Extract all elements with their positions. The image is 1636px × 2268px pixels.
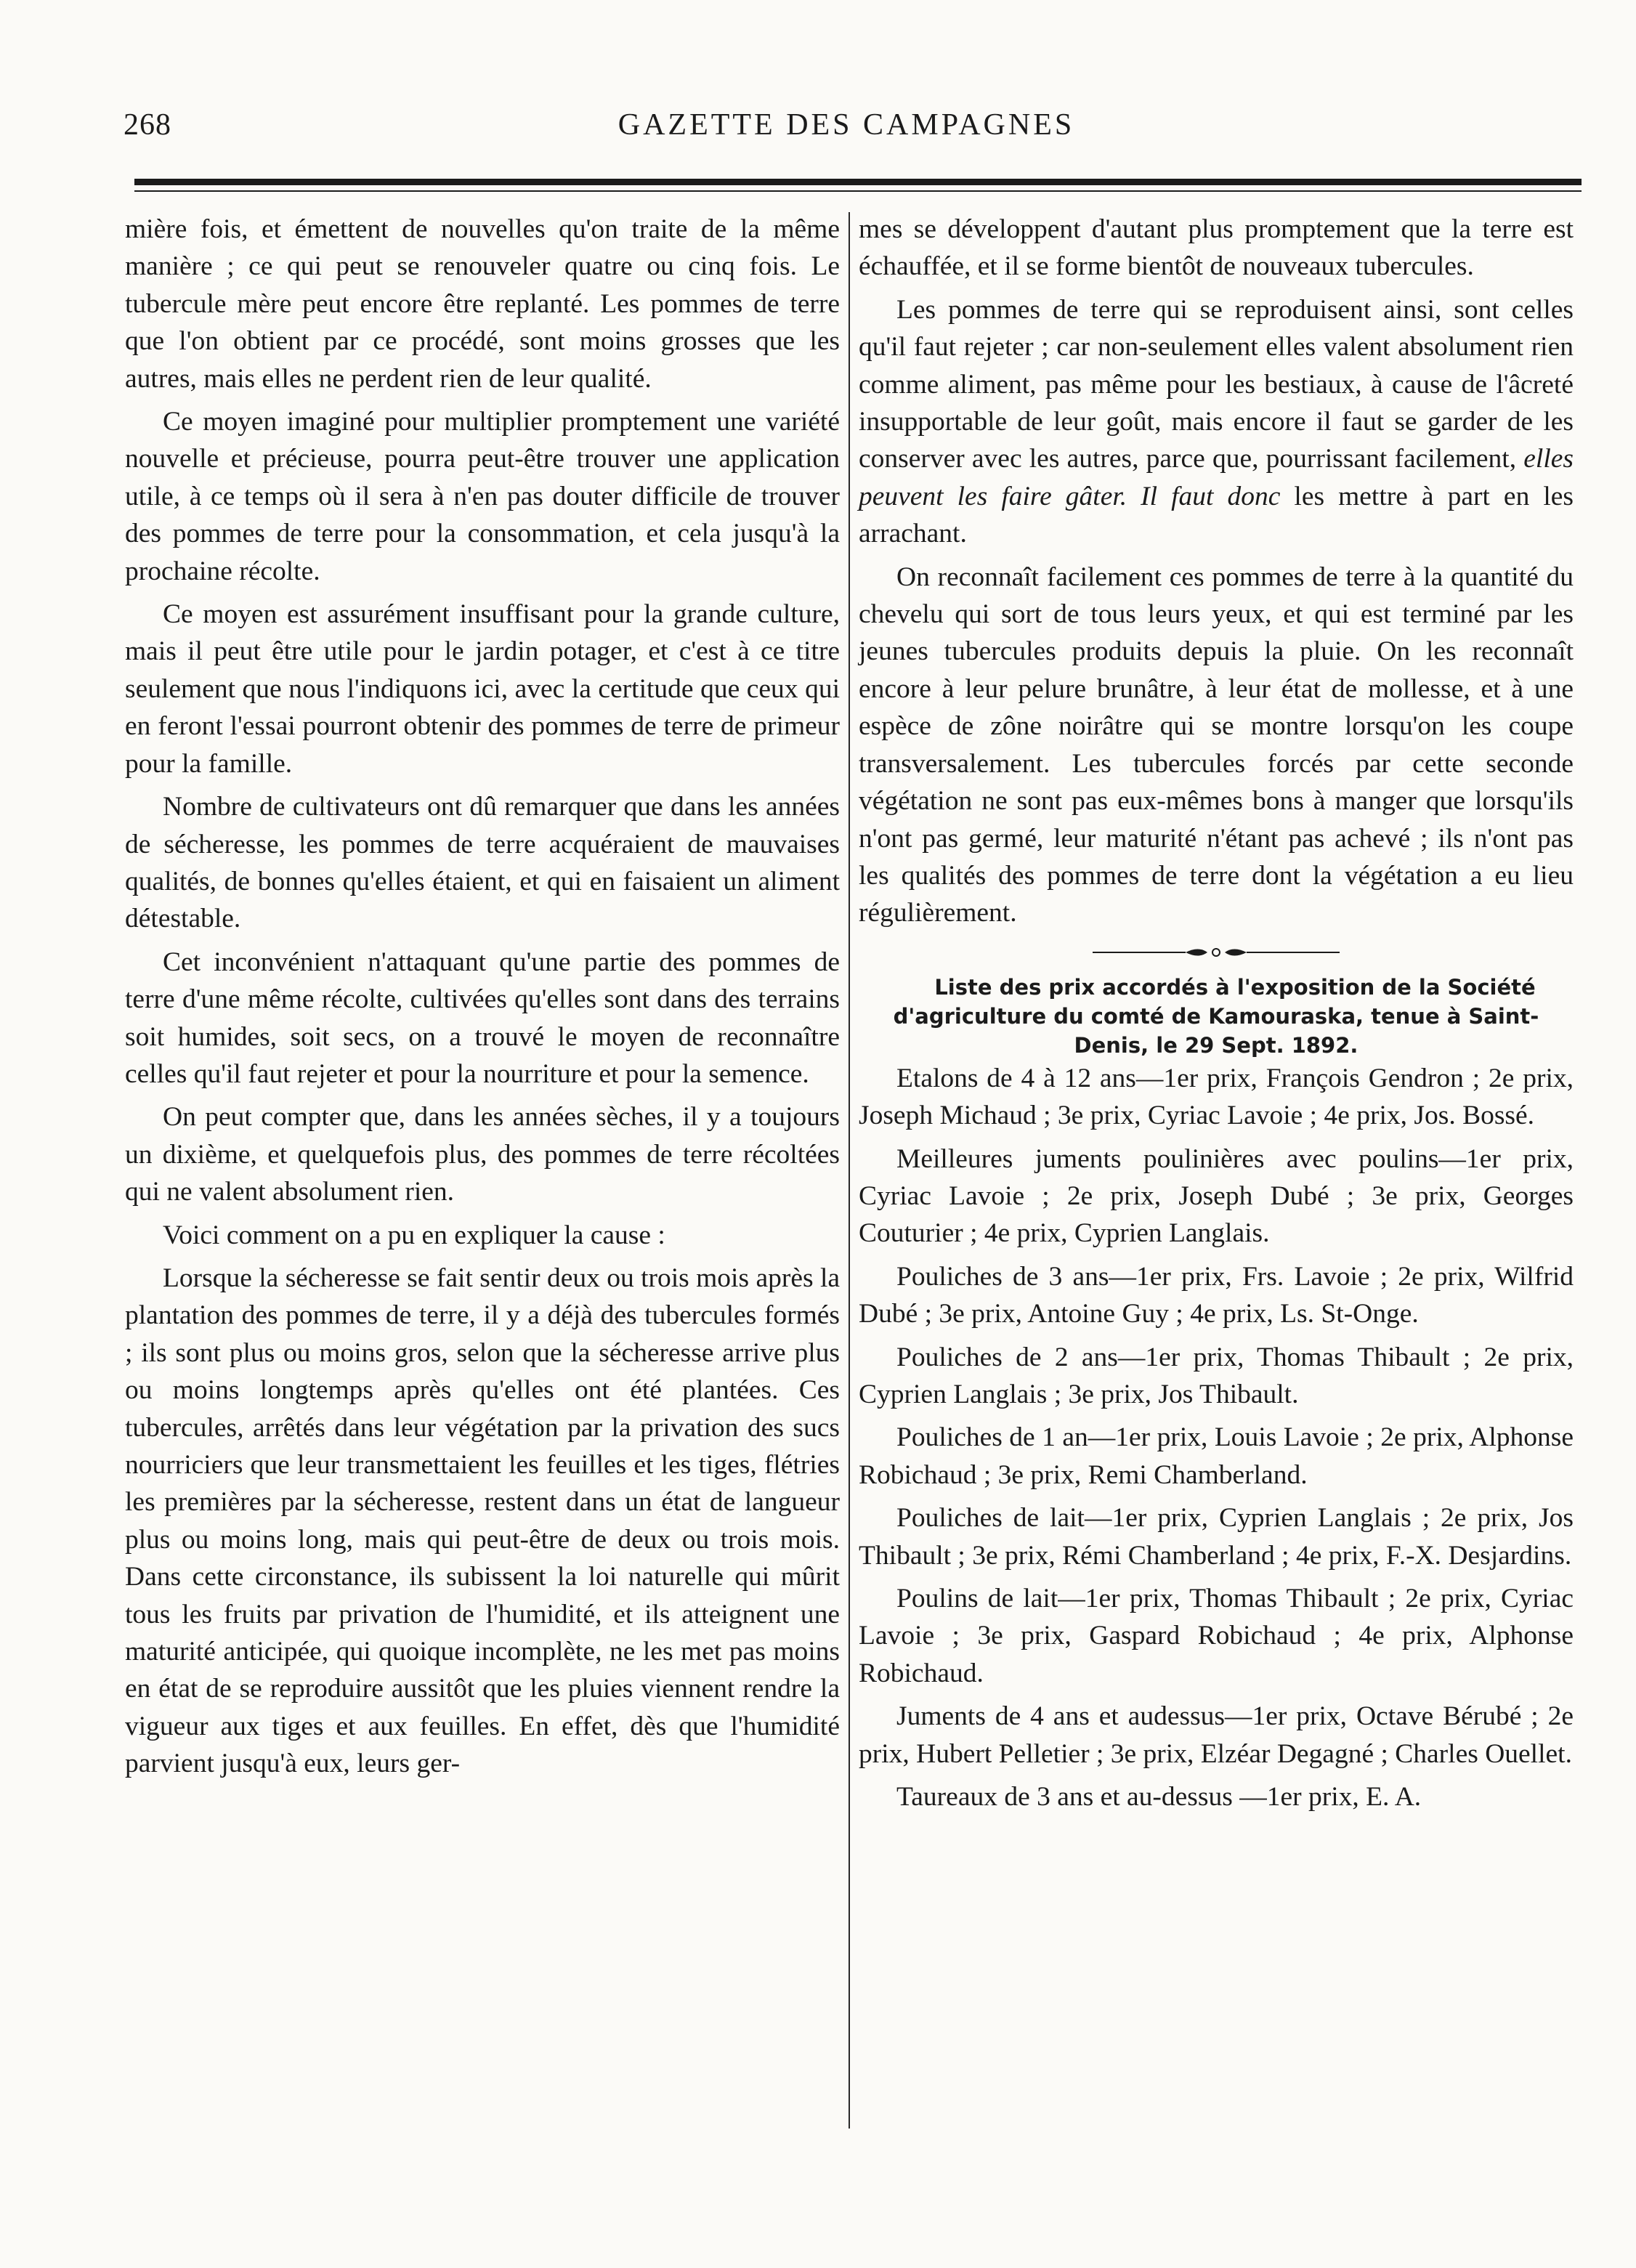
paragraph-part: les mettre à part en les arrachant.	[859, 481, 1574, 549]
paragraph	[859, 291, 1574, 553]
prize-entry: Meilleures juments poulinières avec poulins—1er prix, Cyriac Lavoie ; 2e prix, Joseph Dubé ; 3e prix, Georges Couturier ; 4e prix, Cyprien Langlais.	[859, 1143, 1574, 1249]
running-title: GAZETTE DES CAMPAGNES	[617, 108, 1075, 142]
header-rule-thick	[134, 179, 1582, 185]
left-column	[125, 211, 840, 1783]
prize-entry: Pouliches de lait—1er prix, Cyprien Langlais ; 2e prix, Jos Thibault ; 3e prix, Rémi Chamberland ; 4e prix, F.-X. Desjardins.	[859, 1503, 1574, 1571]
section-heading: Liste des prix accordés à l'exposition de la Société d'agriculture du comté de Kamouraska, tenue à Saint-Denis, le 29 Sept. 1892.	[893, 974, 1539, 1058]
right-column	[859, 211, 1574, 1815]
paragraph: Cet inconvénient n'attaquant qu'une partie des pommes de terre d'une même récolte, cultivées qu'elles sont dans des terrains soit humides, soit secs, on a trouvé le moyen de reconnaître celles qu'il faut rejeter et pour la nourriture et pour la semence.	[125, 947, 840, 1089]
prize-entry: Etalons de 4 à 12 ans—1er prix, François Gendron ; 2e prix, Joseph Michaud ; 3e prix, Cyriac Lavoie ; 4e prix, Jos. Bossé.	[859, 1063, 1574, 1131]
section-ornament	[1093, 942, 1340, 963]
prize-entry: Taureaux de 3 ans et au-dessus —1er prix, E. A.	[896, 1782, 1422, 1813]
header-rule-thin	[134, 190, 1582, 192]
paragraph: Voici comment on a pu en expliquer la cause :	[163, 1220, 665, 1250]
paragraph: On peut compter que, dans les années sèches, il y a toujours un dixième, et quelquefois plus, des pommes de terre récoltées qui ne valent absolument rien.	[125, 1102, 840, 1207]
prize-entry: Pouliches de 2 ans—1er prix, Thomas Thibault ; 2e prix, Cyprien Langlais ; 3e prix, Jos Thibault.	[859, 1342, 1574, 1409]
paragraph: On reconnaît facilement ces pommes de terre à la quantité du chevelu qui sort de tous leurs yeux, et qui est terminé par les jeunes tubercules produits depuis la pluie. On les reconnaît encore à leur pelure brunâtre, à leur état de mollesse, et à une espèce de zône noirâtre qui se montre lorsqu'on les coupe transversalement. Les tubercules forcés par cette seconde végétation ne sont pas eux-mêmes bons à manger que lorsqu'ils n'ont pas germé, leur maturité n'étant pas achevé ; ils n'ont pas les qualités des pommes de terre dont la végétation a eu lieu régulièrement.	[859, 562, 1574, 928]
paragraph: Lorsque la sécheresse se fait sentir deux ou trois mois après la plantation des pommes de terre, il y a déjà des tubercules formés ; ils sont plus ou moins gros, selon que la sécheresse arrive plus ou moins longtemps après qu'elles ont été plantées. Ces tubercules, arrêtés dans leur végétation par la privation des sucs nourriciers que leur transmettaient les feuilles et les tiges, flétries les premières par la sécheresse, restent dans un état de langueur plus ou moins long, mais qui peut-être de deux ou trois mois. Dans cette circonstance, ils subissent la loi naturelle qui mûrit tous les fruits par privation de l'humidité, et ils atteignent une maturité anticipée, qui quoique incomplète, ne les met pas moins en état de se reproduire aussitôt que les pluies viennent rendre la vigueur aux tiges et aux feuilles. En effet, dès que l'humidité parvient jusqu'à eux, leurs ger-	[125, 1263, 841, 1779]
prize-entry: Pouliches de 3 ans—1er prix, Frs. Lavoie ; 2e prix, Wilfrid Dubé ; 3e prix, Antoine Guy ; 4e prix, Ls. St-Onge.	[859, 1261, 1574, 1329]
paragraph: mière fois, et émettent de nouvelles qu'on traite de la même manière ; ce qui peut se renouveler quatre ou cinq fois. Le tubercule mère peut encore être replanté. Les pommes de terre que l'on obtient par ce procédé, sont moins grosses que les autres, mais elles ne perdent rien de leur qualité.	[125, 214, 840, 394]
prize-list	[859, 1060, 1574, 1816]
italic-text: elles peuvent les faire gâter. Il faut donc	[859, 444, 1574, 511]
paragraph: Ce moyen est assurément insuffisant pour la grande culture, mais il peut être utile pour le jardin potager, et c'est à ce titre seulement que nous l'indiquons ici, avec la certitude que ceux qui en feront l'essai pourront obtenir des pommes de terre de primeur pour la famille.	[125, 599, 840, 779]
prize-entry: Pouliches de 1 an—1er prix, Louis Lavoie ; 2e prix, Alphonse Robichaud ; 3e prix, Remi Chamberland.	[859, 1422, 1574, 1490]
paragraph: Ce moyen imaginé pour multiplier promptement une variété nouvelle et précieuse, pourra peut-être trouver une application utile, à ce temps où il sera à n'en pas douter difficile de trouver des pommes de terre pour la consommation, et cela jusqu'à la prochaine récolte.	[125, 407, 840, 586]
page-header	[123, 108, 1569, 148]
paragraph-part: Les pommes de terre qui se reproduisent ainsi, sont celles qu'il faut rejeter ; car non-seulement elles valent absolument rien comme aliment, pas même pour les bestiaux, à cause de l'âcreté insupportable de leur goût, mais encore il faut se garder de les conserver avec les autres, parce que, pourrissant facilement,	[859, 294, 1574, 474]
page-number: 268	[123, 108, 171, 142]
prize-entry: Poulins de lait—1er prix, Thomas Thibault ; 2e prix, Cyriac Lavoie ; 3e prix, Gaspard Robichaud ; 4e prix, Alphonse Robichaud.	[859, 1584, 1574, 1688]
column-divider	[849, 212, 850, 2129]
paragraph: Nombre de cultivateurs ont dû remarquer que dans les années de sécheresse, les pommes de terre acquéraient de mauvaises qualités, de bonnes qu'elles étaient, et qui en faisaient un aliment détestable.	[125, 792, 840, 934]
prize-entry: Juments de 4 ans et audessus—1er prix, Octave Bérubé ; 2e prix, Hubert Pelletier ; 3e prix, Elzéar Degagné ; Charles Ouellet.	[859, 1701, 1574, 1769]
paragraph: mes se développent d'autant plus promptement que la terre est échauffée, et il se forme bientôt de nouveaux tubercules.	[859, 214, 1574, 282]
